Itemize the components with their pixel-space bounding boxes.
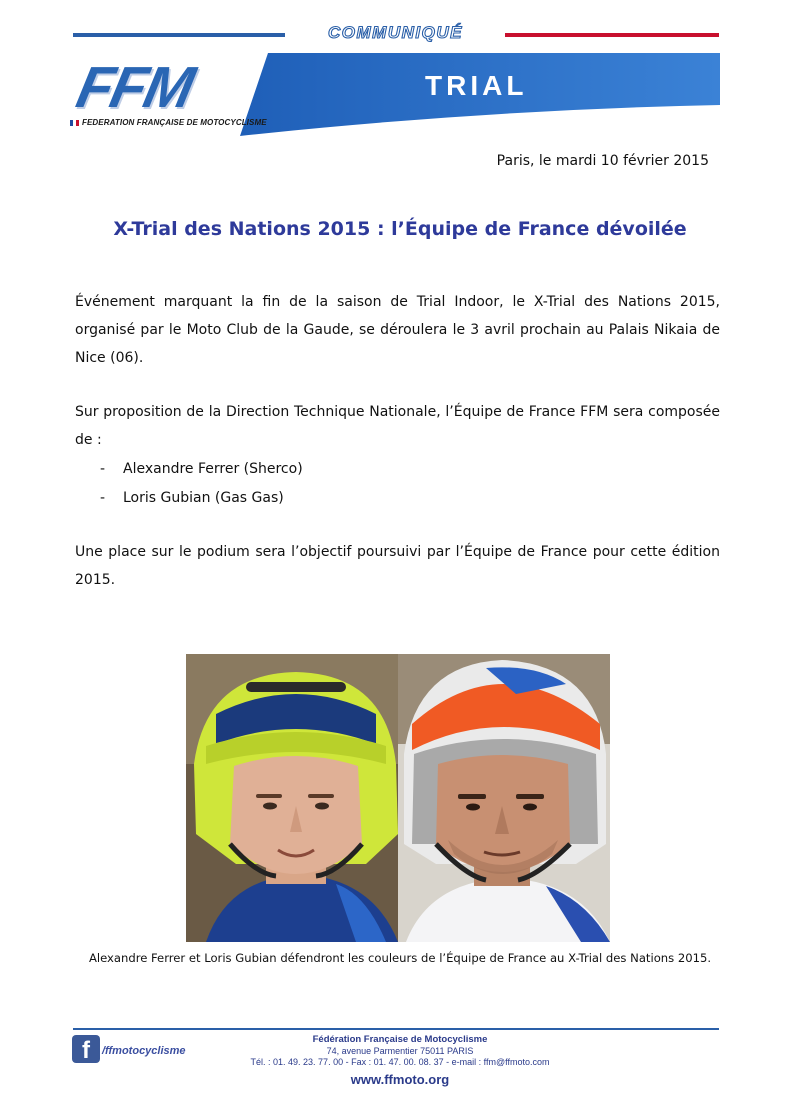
footer-address: 74, avenue Parmentier 75011 PARIS bbox=[326, 1046, 474, 1056]
communique-label: COMMUNIQUÉ bbox=[328, 23, 463, 42]
list-item bbox=[100, 455, 303, 484]
footer-contact-line: Tél. : 01. 49. 23. 77. 00 - Fax : 01. 47. 00. 08. 37 - e-mail : ffm@ffmoto.com bbox=[250, 1057, 550, 1067]
list-dash: - bbox=[100, 461, 106, 477]
team-list bbox=[100, 455, 303, 513]
headline: X-Trial des Nations 2015 : l’Équipe de France dévoilée bbox=[113, 218, 687, 240]
logo-subtitle: FEDERATION FRANÇAISE DE MOTOCYCLISME bbox=[82, 118, 267, 127]
footer-rule bbox=[73, 1028, 719, 1030]
paragraph-team: Sur proposition de la Direction Technique Nationale, l’Équipe de France FFM sera composée de : bbox=[75, 404, 720, 448]
footer-website-link[interactable]: www.ffmoto.org bbox=[350, 1072, 450, 1087]
banner-title: TRIAL bbox=[425, 70, 528, 101]
document-date: Paris, le mardi 10 février 2015 bbox=[496, 153, 709, 169]
french-flag-icon bbox=[70, 120, 79, 126]
header-rule-red bbox=[505, 33, 719, 37]
list-dash: - bbox=[100, 490, 106, 506]
header-rule-blue bbox=[73, 33, 285, 37]
facebook-handle-link[interactable]: /ffmotocyclisme bbox=[102, 1045, 186, 1057]
rider-name: Alexandre Ferrer (Sherco) bbox=[123, 461, 303, 477]
facebook-icon[interactable]: f bbox=[72, 1035, 100, 1063]
paragraph-intro: Événement marquant la fin de la saison de Trial Indoor, le X-Trial des Nations 2015, organisé par le Moto Club de la Gaude, se déroulera le 3 avril prochain au Palais Nikaia de Nice (06). bbox=[75, 294, 720, 366]
logo-letters: FFM bbox=[71, 55, 199, 120]
list-item bbox=[100, 484, 303, 513]
ffm-logo bbox=[70, 55, 267, 128]
footer-contact-block bbox=[220, 1034, 580, 1090]
rider-name: Loris Gubian (Gas Gas) bbox=[123, 490, 284, 506]
paragraph-objective: Une place sur le podium sera l’objectif poursuivi par l’Équipe de France pour cette édition 2015. bbox=[75, 544, 720, 588]
photo-caption: Alexandre Ferrer et Loris Gubian défendront les couleurs de l’Équipe de France au X-Trial des Nations 2015. bbox=[88, 951, 712, 965]
riders-photo-illustration bbox=[186, 654, 610, 942]
footer-organization: Fédération Française de Motocyclisme bbox=[312, 1034, 488, 1045]
riders-photo bbox=[186, 654, 610, 942]
